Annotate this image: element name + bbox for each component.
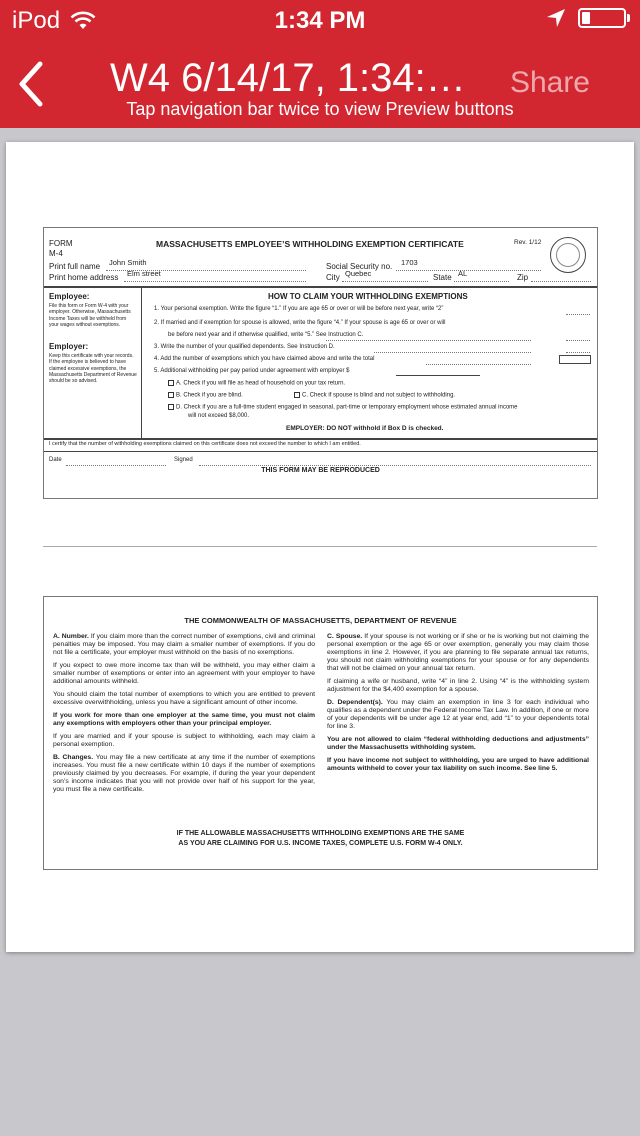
section-b-heading: B. Changes. xyxy=(53,754,94,762)
section-d-p2: You are not allowed to claim “federal withholding deductions and adjustments” under the Massachusetts withholding system. xyxy=(327,736,589,752)
instructions-left-column xyxy=(53,633,315,799)
instructions-panel xyxy=(43,596,598,870)
date-label: Date xyxy=(49,457,62,463)
option-d-continued: will not exceed $8,000. xyxy=(188,413,250,419)
page-divider xyxy=(43,546,597,547)
how-heading: HOW TO CLAIM YOUR WITHHOLDING EXEMPTIONS xyxy=(268,292,468,301)
city-label: City xyxy=(326,273,340,282)
line-2-continued: be before next year and if otherwise qualified, write “5.” See Instruction C. xyxy=(168,332,364,338)
checkbox-d[interactable] xyxy=(168,404,174,410)
name-value[interactable]: John Smith xyxy=(109,258,147,267)
form-number: M-4 xyxy=(49,249,63,258)
instructions-footer-line-1: IF THE ALLOWABLE MASSACHUSETTS WITHHOLDING EXEMPTIONS ARE THE SAME xyxy=(176,830,465,837)
section-d-text: You may claim an exemption in line 3 for each individual who qualifies as a dependent under the Federal Income Tax Law. In addition, if one or more of your dependents will be under age 12 at year end, add “1” to your dependents total for line 3. xyxy=(327,699,589,731)
state-value[interactable]: AL xyxy=(458,269,468,278)
ssn-label: Social Security no. xyxy=(326,262,393,271)
line-5: 5. Additional withholding per pay period under agreement with employer $ xyxy=(154,368,350,374)
total-exemptions-box[interactable] xyxy=(559,355,591,364)
revision-label: Rev. 1/12 xyxy=(514,239,542,246)
section-a-p3: You should claim the total number of exemptions to which you are entitled to prevent excessive overwithholding, unless you have a significant amount of other income. xyxy=(53,691,315,707)
instructions-title: THE COMMONWEALTH OF MASSACHUSETTS, DEPARTMENT OF REVENUE xyxy=(184,616,457,625)
document-title: W4 6/14/17, 1:34:… xyxy=(110,56,466,100)
employer-text: Keep this certificate with your records. If the employee is believed to have claimed excessive exemptions, the Massachusetts Department of Revenue should be so advised. xyxy=(49,353,137,384)
section-c-p2: If claiming a wife or husband, write “4” in line 2. Using “4” is the withholding system adjustment for the $4,400 exemption for a spouse. xyxy=(327,678,589,694)
employer-heading: Employer: xyxy=(49,342,89,351)
address-value[interactable]: Elm street xyxy=(127,269,161,278)
instructions-footer-line-2: AS YOU ARE CLAIMING FOR U.S. INCOME TAXES, COMPLETE U.S. FORM W-4 ONLY. xyxy=(178,840,463,847)
line-2: 2. If married and if exemption for spouse is allowed, write the figure “4.” If your spouse is age 65 or over or will xyxy=(154,320,446,326)
section-c-text: If your spouse is not working or if she or he is working but not claiming the personal exemption or the age 65 or over exemption, generally you may claim those exemptions in line 2. However, if you are planning to file separate annual tax returns, you should not claim withholding exemptions for your spouse or for any dependents that will not be claimed on your annual tax return. xyxy=(327,633,589,673)
section-b-text: You may file a new certificate at any time if the number of exemptions increases. You must file a new certificate within 10 days if the number of exemptions previously claimed by you decreases. For example, if during the year your dependent son’s income indicates that you will not provide over half of his support for the year, you must file a new certificate. xyxy=(53,754,316,794)
employee-heading: Employee: xyxy=(49,292,90,301)
document-page[interactable] xyxy=(6,142,634,952)
section-c-heading: C. Spouse. xyxy=(327,633,363,640)
section-a-p4: If you work for more than one employer at the same time, you must not claim any exemptions with employers other than your principal employer. xyxy=(53,712,315,728)
top-bar xyxy=(0,0,640,128)
battery-icon xyxy=(578,8,626,28)
certification-text: I certify that the number of withholding exemptions claimed on this certificate does not exceed the number to which I am entitled. xyxy=(49,441,361,447)
state-seal-icon xyxy=(550,237,586,273)
instructions-right-column xyxy=(327,633,589,778)
section-a-heading: A. Number. xyxy=(53,633,89,640)
name-label: Print full name xyxy=(49,262,101,271)
status-bar xyxy=(0,0,640,40)
reproduced-note: THIS FORM MAY BE REPRODUCED xyxy=(261,467,380,474)
navigation-bar[interactable] xyxy=(0,40,640,128)
status-time: 1:34 PM xyxy=(274,7,366,34)
employer-note: EMPLOYER: DO NOT withhold if Box D is checked. xyxy=(286,425,444,432)
ssn-value[interactable]: 1703 xyxy=(401,258,418,267)
zip-label: Zip xyxy=(517,273,529,282)
state-label: State xyxy=(433,273,452,282)
option-d-label: D. Check if you are a full-time student engaged in seasonal, part-time or temporary employment whose estimated annual income xyxy=(176,404,518,411)
carrier-label: iPod xyxy=(12,7,61,34)
option-b-label: B. Check if you are blind. xyxy=(176,392,243,399)
section-a-text: If you claim more than the correct number of exemptions, civil and criminal penalties may be imposed. You may claim a smaller number of exemptions. If you do not file a certificate, your employer must withhold on the basis of no exemptions. xyxy=(53,633,315,657)
section-a-p2: If you expect to owe more income tax than will be withheld, you may either claim a smaller number of exemptions or enter into an agreement with your employer to have additional amounts withheld. xyxy=(53,662,315,686)
checkbox-c[interactable] xyxy=(294,392,300,398)
navigation-hint: Tap navigation bar twice to view Preview buttons xyxy=(126,99,514,119)
form-title: MASSACHUSETTS EMPLOYEE’S WITHHOLDING EXEMPTION CERTIFICATE xyxy=(156,239,464,249)
line-4: 4. Add the number of exemptions which you have claimed above and write the total xyxy=(154,356,375,362)
location-arrow-icon xyxy=(546,8,566,28)
line-1: 1. Your personal exemption. Write the figure “1.” If you are age 65 or over or will be before next year, write “2” xyxy=(154,306,444,312)
section-d-p3: If you have income not subject to withholding, you are urged to have additional amounts withheld to cover your tax liability on such income. See line 5. xyxy=(327,757,589,773)
employee-text: File this form or Form W-4 with your employer. Otherwise, Massachusetts Income Taxes will be withheld from your wages without exemptions. xyxy=(49,303,131,328)
section-d-heading: D. Dependent(s). xyxy=(327,699,383,707)
section-a-p5: If you are married and if your spouse is subject to withholding, each may claim a personal exemption. xyxy=(53,733,315,749)
checkbox-b[interactable] xyxy=(168,392,174,398)
checkbox-a[interactable] xyxy=(168,380,174,386)
option-a-label: A. Check if you will file as head of household on your tax return. xyxy=(176,380,346,387)
line-3: 3. Write the number of your qualified dependents. See Instruction D. xyxy=(154,344,335,350)
option-c-label: C. Check if spouse is blind and not subject to withholding. xyxy=(302,392,456,399)
share-button[interactable]: Share xyxy=(509,66,590,99)
form-label: FORM xyxy=(49,239,73,248)
address-label: Print home address xyxy=(49,273,119,282)
city-value[interactable]: Quebec xyxy=(345,269,372,278)
m4-form xyxy=(43,227,598,499)
signed-label: Signed xyxy=(174,457,193,463)
